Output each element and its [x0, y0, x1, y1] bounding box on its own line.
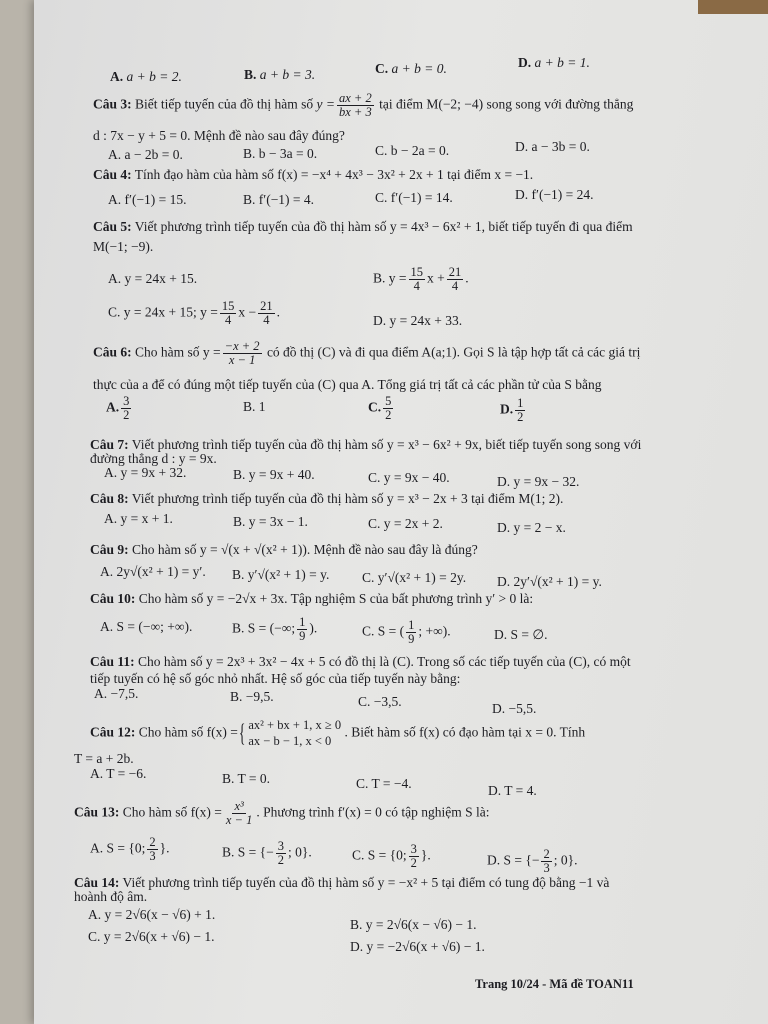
q6-line2: thực của a để có đúng một tiếp tuyến của (C) qua A. Tổng giá trị tất cả các phần tử của S bằng [93, 377, 602, 392]
q6-option-d: D. $\frac{1}{2}$ [500, 396, 524, 425]
q11-option-d: D. −5,5. [492, 701, 537, 716]
q7-option-c: C. y = 9x − 40. [368, 470, 450, 485]
q4-option-b: B. f′(−1) = 4. [243, 192, 315, 207]
q11-option-b: B. −9,5. [230, 689, 274, 704]
question-7: Câu 7: Viết phương trình tiếp tuyến của đồ thị hàm số y = x³ − 6x² + 9x, biết tiếp tuyến song song với [90, 437, 642, 452]
q9-option-a: A. 2y√(x² + 1) = y′. [100, 564, 206, 579]
question-11: Câu 11: Cho hàm số y = 2x³ + 3x² − 4x + 5 có đồ thị là (C). Trong số các tiếp tuyến của (C), có một [90, 654, 631, 669]
q12-option-d: D. T = 4. [488, 783, 537, 798]
background-surface [698, 0, 768, 14]
q2-option-d: D. a + b = 1. [518, 55, 590, 70]
question-9: Câu 9: Cho hàm số y = √(x + √(x² + 1)). Mệnh đề nào sau đây là đúng? [90, 542, 478, 557]
q5-option-d: D. y = 24x + 33. [373, 313, 463, 328]
q13-option-a: A. S = {0; $\frac{2}{3}$ }. [90, 835, 170, 864]
q3-line2: d : 7x − y + 5 = 0. Mệnh đề nào sau đây đúng? [93, 128, 345, 143]
question-3: Câu 3: Biết tiếp tuyến của đồ thị hàm số y = $\frac{ax + 2}{bx + 3}$ tại điểm M(−2; −4) song song với đường thẳng [93, 91, 634, 120]
q10-option-c: C. S = ( $\frac{1}{9}$ ; +∞). [362, 618, 451, 647]
page-footer: Trang 10/24 - Mã đề TOAN11 [475, 977, 634, 991]
q6-option-c: C. $\frac{5}{2}$ [368, 394, 392, 423]
q8-option-d: D. y = 2 − x. [497, 520, 566, 535]
q13-option-d: D. S = {− $\frac{2}{3}$ ; 0}. [487, 847, 578, 876]
question-8: Câu 8: Viết phương trình tiếp tuyến của đồ thị hàm số y = x³ − 2x + 3 tại điểm M(1; 2). [90, 491, 564, 506]
q12-line2: T = a + 2b. [74, 751, 134, 766]
q6-option-a: A. $\frac{3}{2}$ [106, 394, 130, 423]
q14-option-a: A. y = 2√6(x − √6) + 1. [88, 907, 216, 922]
q13-option-c: C. S = {0; $\frac{3}{2}$ }. [352, 842, 431, 871]
q7-option-d: D. y = 9x − 32. [497, 474, 580, 489]
q4-option-c: C. f′(−1) = 14. [375, 190, 453, 205]
q7-option-b: B. y = 9x + 40. [233, 467, 315, 482]
q11-option-a: A. −7,5. [94, 686, 139, 701]
question-12: Câu 12: Cho hàm số f(x) ={ ax² + bx + 1, x ≥ 0 ax − b − 1, x < 0 . Biết hàm số f(x) có đạo hàm tại x = 0. Tính [90, 717, 586, 748]
q14-line2: hoành độ âm. [74, 889, 148, 904]
q3-option-c: C. b − 2a = 0. [375, 143, 450, 158]
q5-line2: M(−1; −9). [93, 239, 154, 254]
q14-option-d: D. y = −2√6(x + √6) − 1. [350, 939, 485, 954]
q8-option-a: A. y = x + 1. [104, 511, 173, 526]
q13-option-b: B. S = {− $\frac{3}{2}$ ; 0}. [222, 839, 312, 868]
q9-option-c: C. y′√(x² + 1) = 2y. [362, 570, 467, 585]
q12-option-c: C. T = −4. [356, 776, 412, 791]
q10-option-b: B. S = (−∞; $\frac{1}{9}$ ). [232, 615, 318, 644]
question-6: Câu 6: Cho hàm số y = $\frac{-x + 2}{x - 1}$ có đồ thị (C) và đi qua điểm A(a;1). Gọi S là tập hợp tất cả các giá trị [93, 339, 641, 368]
question-10: Câu 10: Cho hàm số y = −2√x + 3x. Tập nghiệm S của bất phương trình y′ > 0 là: [90, 591, 534, 606]
q4-option-a: A. f′(−1) = 15. [108, 192, 187, 207]
q14-option-c: C. y = 2√6(x + √6) − 1. [88, 929, 215, 944]
q2-option-a: A. a + b = 2. [110, 69, 182, 84]
question-13: Câu 13: Cho hàm số f(x) = $\frac{\text{x³}}{x - 1}$ . Phương trình f′(x) = 0 có tập nghiệm S là: [74, 799, 490, 828]
q8-option-c: C. y = 2x + 2. [368, 516, 443, 531]
question-14: Câu 14: Viết phương trình tiếp tuyến của đồ thị hàm số y = −x² + 5 tại điểm có tung độ bằng −1 và [74, 875, 610, 890]
q4-option-d: D. f′(−1) = 24. [515, 187, 594, 202]
q11-option-c: C. −3,5. [358, 694, 402, 709]
question-4: Câu 4: Tính đạo hàm của hàm số f(x) = −x⁴ + 4x³ − 3x² + 2x + 1 tại điểm x = −1. [93, 167, 534, 182]
q3-option-d: D. a − 3b = 0. [515, 139, 590, 154]
q7-line2: đường thẳng d : y = 9x. [90, 451, 217, 466]
q2-option-b: B. a + b = 3. [244, 67, 316, 82]
q14-option-b: B. y = 2√6(x − √6) − 1. [350, 917, 477, 932]
q10-option-a: A. S = (−∞; +∞). [100, 619, 193, 634]
q3-option-a: A. a − 2b = 0. [108, 147, 183, 162]
q8-option-b: B. y = 3x − 1. [233, 514, 308, 529]
q5-option-c: C. y = 24x + 15; y = $\frac{15}{4}$ x − $\frac{21}{4}$ . [108, 299, 280, 328]
q3-fraction: $\frac{ax + 2}{bx + 3}$ [338, 91, 372, 120]
q9-option-b: B. y′√(x² + 1) = y. [232, 567, 330, 582]
q3-option-b: B. b − 3a = 0. [243, 146, 318, 161]
q5-option-b: B. y = $\frac{15}{4}$ x + $\frac{21}{4}$ . [373, 265, 469, 294]
q6-option-b: B. 1 [243, 399, 266, 414]
q12-option-a: A. T = −6. [90, 766, 147, 781]
q9-option-d: D. 2y′√(x² + 1) = y. [497, 574, 602, 589]
question-5: Câu 5: Viết phương trình tiếp tuyến của đồ thị hàm số y = 4x³ − 6x² + 1, biết tiếp tuyến đi qua điểm [93, 219, 633, 234]
q5-option-a: A. y = 24x + 15. [108, 271, 198, 286]
q7-option-a: A. y = 9x + 32. [104, 465, 187, 480]
q11-line2: tiếp tuyến có hệ số góc nhỏ nhất. Hệ số góc của tiếp tuyến này bằng: [90, 671, 461, 686]
q2-option-c: C. a + b = 0. [375, 61, 447, 76]
q10-option-d: D. S = ∅. [494, 627, 548, 642]
q12-option-b: B. T = 0. [222, 771, 271, 786]
